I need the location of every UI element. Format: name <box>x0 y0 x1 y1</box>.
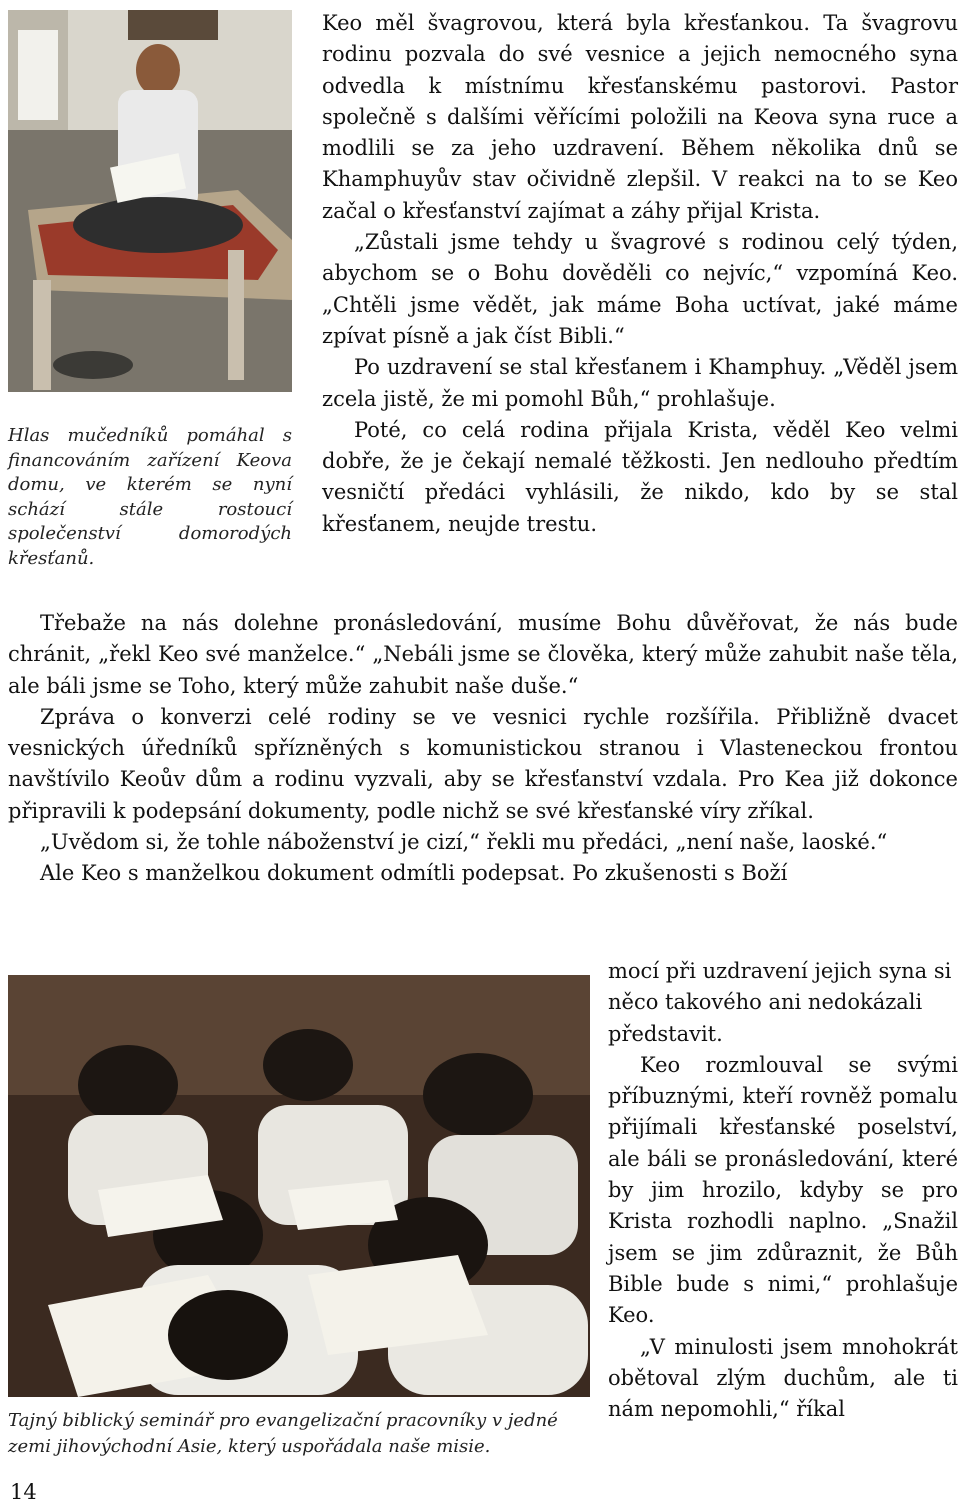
paragraph: Ale Keo s manželkou dokument odmítli podepsat. Po zkušenosti s Boží <box>40 861 788 886</box>
page-number: 14 <box>10 1480 37 1504</box>
photo-caption: Tajný biblický seminář pro evangelizační pracovníky v jedné zemi jihovýchodní Asie, který uspořádala naše misie. <box>8 1410 558 1457</box>
article-body <box>8 608 958 890</box>
paragraph: Keo rozmlouval se svými příbuznými, kteří rovněž pomalu přijímali křesťanské poselství, ale báli se pronásledování, které by jim hrozilo, kdyby se pro Krista rozhodli naplno. „Snažil jsem se jim zdůraznit, že Bůh Bible bude s nimi,“ prohlašuje Keo. <box>608 1052 958 1328</box>
paragraph: „Uvědom si, že tohle náboženství je cizí,“ řekli mu předáci, „není naše, laoské.“ <box>40 830 888 855</box>
paragraph: Třebaže na nás dolehne pronásledování, musíme Bohu důvěřovat, že nás bude chránit, „řekl Keo své manželce.“ „Nebáli jsme se člověka, který může zahubit naše těla, ale báli jsme se Toho, který může zahubit naše duše.“ <box>8 611 958 698</box>
photo-man-reading <box>8 10 292 392</box>
paragraph: mocí při uzdravení jejich syna si něco takového ani nedokázali představit. <box>608 959 952 1046</box>
paragraph: Po uzdravení se stal křesťanem i Khamphuy. „Věděl jsem zcela jistě, že mi pomohl Bůh,“ prohlašuje. <box>322 355 958 411</box>
article-column <box>608 956 958 1425</box>
paragraph: „V minulosti jsem mnohokrát obětoval zlým duchům, ale ti nám nepomohli,“ říkal <box>608 1334 958 1422</box>
photo-caption: Hlas mučedníků pomáhal s financováním zařízení Keova domu, ve kterém se nyní schází stále rostoucí společenství domorodých křesťanů. <box>8 425 292 569</box>
article-column <box>322 8 958 540</box>
paragraph: Zpráva o konverzi celé rodiny se ve vesnici rychle rozšířila. Přibližně dvacet vesnických úředníků spřízněných s komunistickou stranou i Vlasteneckou frontou navštívilo Keoův dům a rodinu vyzvali, aby se křesťanství vzdala. Pro Kea již dokonce připravili k podepsání dokumenty, podle nichž se své křesťanské víry zříkal. <box>8 704 958 823</box>
paragraph: Keo měl švagrovou, která byla křesťankou. Ta švagrovu rodinu pozvala do své vesnice a jejich nemocného syna odvedla k místnímu křesťanskému pastorovi. Pastor společně s dalšími věřícími položili na Keova syna ruce a modlili se za jeho uzdravení. Během několika dnů se Khamphuyův stav očividně zlepšil. V reakci na to se Keo začal o křesťanství zajímat a záhy přijal Krista. <box>322 11 958 223</box>
photo-bible-seminar <box>8 975 590 1397</box>
paragraph: „Zůstali jsme tehdy u švagrové s rodinou celý týden, abychom se o Bohu dověděli co nejvíc,“ vzpomíná Keo. „Chtěli jsme vědět, jak máme Boha uctívat, jaké máme zpívat písně a jak číst Bibli.“ <box>322 230 958 348</box>
paragraph: Poté, co celá rodina přijala Krista, věděl Keo velmi dobře, že je čekají nemalé těžkosti. Jen nedlouho předtím vesničtí předáci vyhlásili, že nikdo, kdo by se stal křesťanem, neujde trestu. <box>322 417 958 536</box>
